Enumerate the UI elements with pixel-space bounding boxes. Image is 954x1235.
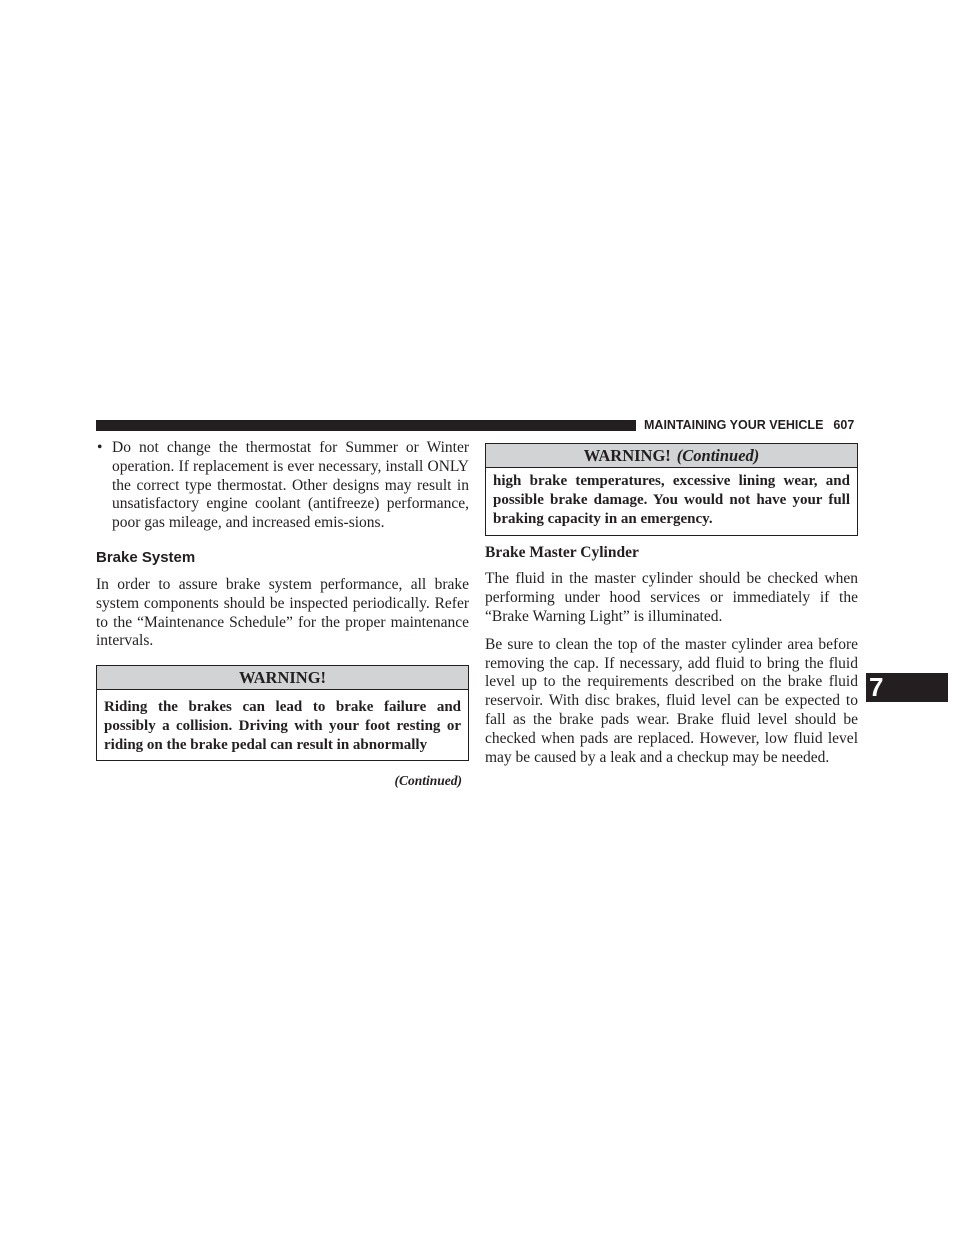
- chapter-number: 7: [869, 672, 884, 702]
- paragraph-master-cylinder-check: The fluid in the master cylinder should be checked when performing under hood services or immediately if the “Brake Warning Light” is illuminated.: [485, 570, 858, 625]
- continued-note: (Continued): [394, 772, 462, 788]
- warning-title-text: WARNING!: [583, 446, 671, 465]
- warning-body-continued: high brake temperatures, excessive lining wear, and possible brake damage. You would not have your full braking capacity in an emergency.: [493, 473, 850, 527]
- chapter-tab: [866, 673, 948, 702]
- paragraph-master-cylinder-fluid: Be sure to clean the top of the master cylinder area before removing the cap. If necessary, add fluid to bring the fluid level up to the requirements described on the brake fluid reservoir. With disc brakes, fluid level can be expected to fall as the brake pads wear. Brake fluid level should be checked when pads are replaced. However, low fluid level may be caused by a leak and a checkup may be needed.: [485, 635, 858, 766]
- warning-title-suffix: (Continued): [676, 446, 760, 465]
- running-header: [644, 417, 858, 433]
- left-column: [96, 437, 469, 789]
- section-heading-brake-master-cylinder: Brake Master Cylinder: [485, 544, 639, 562]
- paragraph-brake-system: In order to assure brake system performance, all brake system components should be inspected periodically. Refer to the “Maintenance Schedule” for the proper maintenance intervals.: [96, 575, 469, 650]
- warning-box-continued: [485, 443, 858, 536]
- bullet-item-thermostat: [96, 439, 469, 533]
- right-column: [485, 443, 858, 767]
- warning-title-continued: [486, 444, 857, 468]
- warning-title: [97, 666, 468, 690]
- section-title: MAINTAINING YOUR VEHICLE: [644, 418, 824, 432]
- bullet-icon: •: [97, 439, 103, 456]
- bullet-text: Do not change the thermostat for Summer or Winter operation. If replacement is ever necessary, install ONLY the correct type thermostat. Other designs may result in unsatisfactory engine coolant (antifreeze) performance, poor gas mileage, and increased emis-sions.: [112, 439, 469, 532]
- header-rule: [96, 420, 636, 431]
- warning-box-brakes: [96, 665, 469, 760]
- warning-title-text: WARNING!: [238, 668, 327, 688]
- page-number: 607: [833, 418, 855, 432]
- warning-body: Riding the brakes can lead to brake failure and possibly a collision. Driving with your foot resting or riding on the brake pedal can result in abnormally: [104, 699, 461, 753]
- section-heading-brake-system: Brake System: [96, 548, 196, 566]
